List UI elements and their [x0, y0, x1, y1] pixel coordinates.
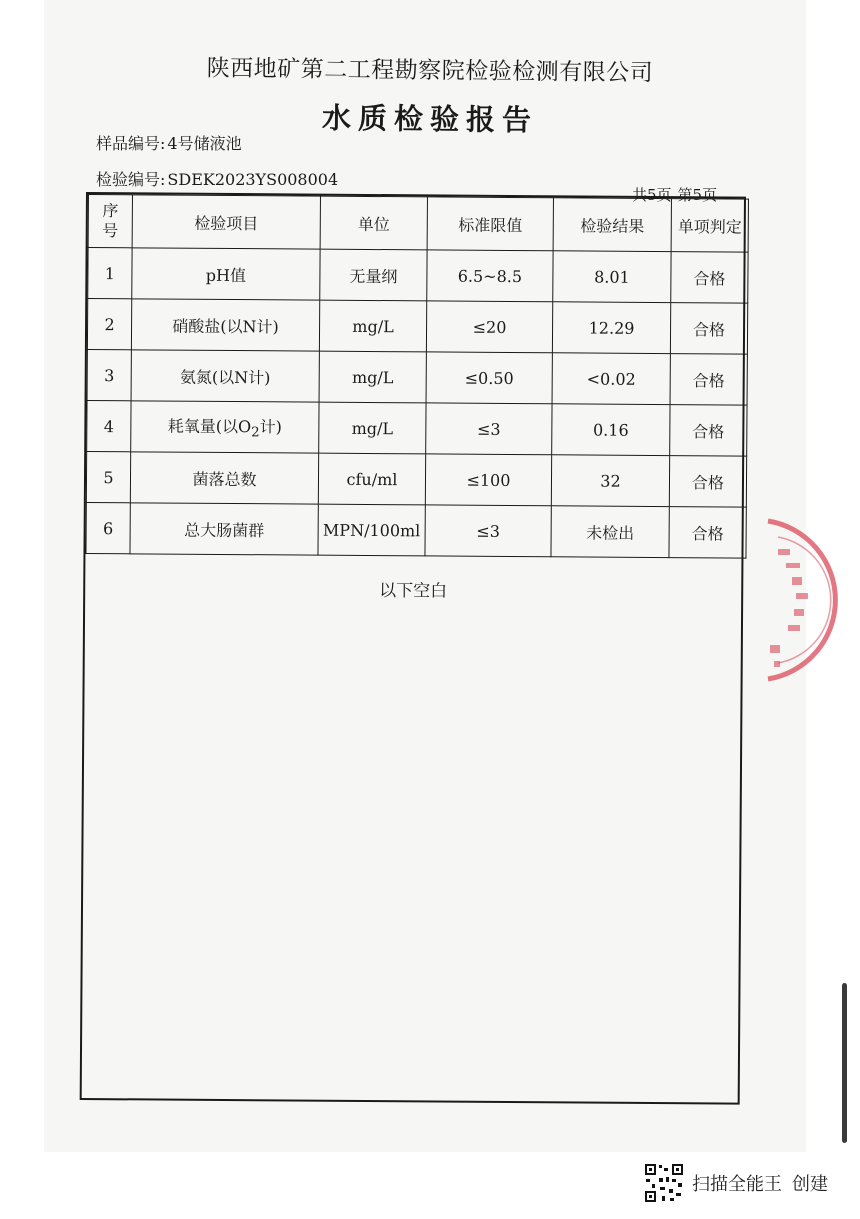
table-row [88, 248, 748, 304]
cell-result: <0.02 [552, 353, 670, 405]
cell-limit: ≤20 [426, 301, 552, 353]
scanner-action: 创建 [792, 1174, 828, 1195]
cell-judgement: 合格 [670, 354, 747, 406]
cell-result: 0.16 [552, 404, 670, 456]
official-seal-stamp [752, 515, 860, 685]
cell-limit: ≤100 [425, 454, 551, 506]
cell-judgement: 合格 [669, 456, 746, 508]
cell-judgement: 合格 [670, 405, 747, 457]
page-total: 共5页 [632, 186, 672, 204]
table-row [86, 503, 746, 559]
cell-judgement: 合格 [669, 507, 746, 559]
cell-unit: mg/L [319, 351, 426, 403]
cell-result: 12.29 [552, 302, 670, 354]
scanner-watermark [644, 1163, 828, 1203]
header-seq-bottom: 号 [102, 221, 119, 241]
header-item: 检验项目 [132, 195, 320, 249]
inspection-number [96, 167, 338, 190]
cell-limit: 6.5~8.5 [427, 250, 553, 302]
inspection-number-value: SDEK2023YS008004 [167, 170, 339, 189]
table-row [87, 299, 747, 355]
report-title: 水质检验报告 [321, 100, 539, 138]
cell-result: 8.01 [553, 251, 671, 303]
cell-result: 未检出 [551, 506, 669, 558]
cell-seq: 1 [88, 248, 132, 299]
cell-unit: mg/L [319, 402, 426, 454]
cell-judgement: 合格 [670, 303, 747, 355]
cell-unit: cfu/ml [318, 453, 425, 505]
cell-limit: ≤0.50 [426, 352, 552, 404]
header-seq [88, 195, 132, 248]
cell-limit: ≤3 [426, 403, 552, 455]
header-result: 检验结果 [553, 198, 671, 252]
cell-unit: mg/L [319, 300, 426, 352]
cell-item [131, 401, 319, 453]
header-unit: 单位 [320, 196, 427, 250]
sample-number [96, 131, 242, 154]
header-limit: 标准限值 [427, 197, 553, 251]
cell-item: pH值 [132, 248, 320, 300]
qr-code-icon [644, 1163, 684, 1203]
cell-result: 32 [551, 455, 669, 507]
vertical-scrollbar[interactable] [842, 983, 847, 1143]
cell-unit: 无量纲 [320, 249, 427, 301]
report-frame [80, 192, 746, 1105]
cell-item-subscript: 2 [251, 425, 260, 441]
cell-seq: 3 [87, 350, 131, 401]
cell-item-prefix: 耗氧量(以O [167, 416, 252, 437]
cell-seq: 6 [86, 503, 130, 554]
table-row [86, 452, 746, 508]
cell-item-suffix: 计) [259, 417, 282, 437]
cell-seq: 5 [86, 452, 130, 503]
cell-limit: ≤3 [425, 505, 551, 557]
cell-seq: 2 [87, 299, 131, 350]
organization-name: 陕西地矿第二工程勘察院检验检测有限公司 [206, 55, 654, 87]
blank-below-note: 以下空白 [379, 581, 448, 602]
cell-item: 总大肠菌群 [130, 503, 318, 555]
header-seq-top: 序 [102, 201, 119, 221]
inspection-number-label: 检验编号: [96, 170, 166, 189]
table-row [87, 401, 747, 457]
cell-judgement: 合格 [671, 252, 748, 304]
page-current: 第5页 [677, 186, 718, 204]
header-judgement: 单项判定 [671, 199, 748, 253]
table-header-row [88, 195, 748, 253]
sample-number-label: 样品编号: [96, 134, 166, 153]
cell-item: 硝酸盐(以N计) [131, 299, 319, 351]
cell-item: 菌落总数 [130, 452, 318, 504]
sample-number-value: 4号储液池 [167, 134, 242, 153]
results-table [85, 194, 748, 559]
cell-item: 氨氮(以N计) [131, 350, 319, 402]
cell-seq: 4 [87, 401, 131, 452]
scanner-app-name: 扫描全能王 [692, 1174, 782, 1195]
cell-unit: MPN/100ml [318, 504, 425, 556]
table-row [87, 350, 747, 406]
